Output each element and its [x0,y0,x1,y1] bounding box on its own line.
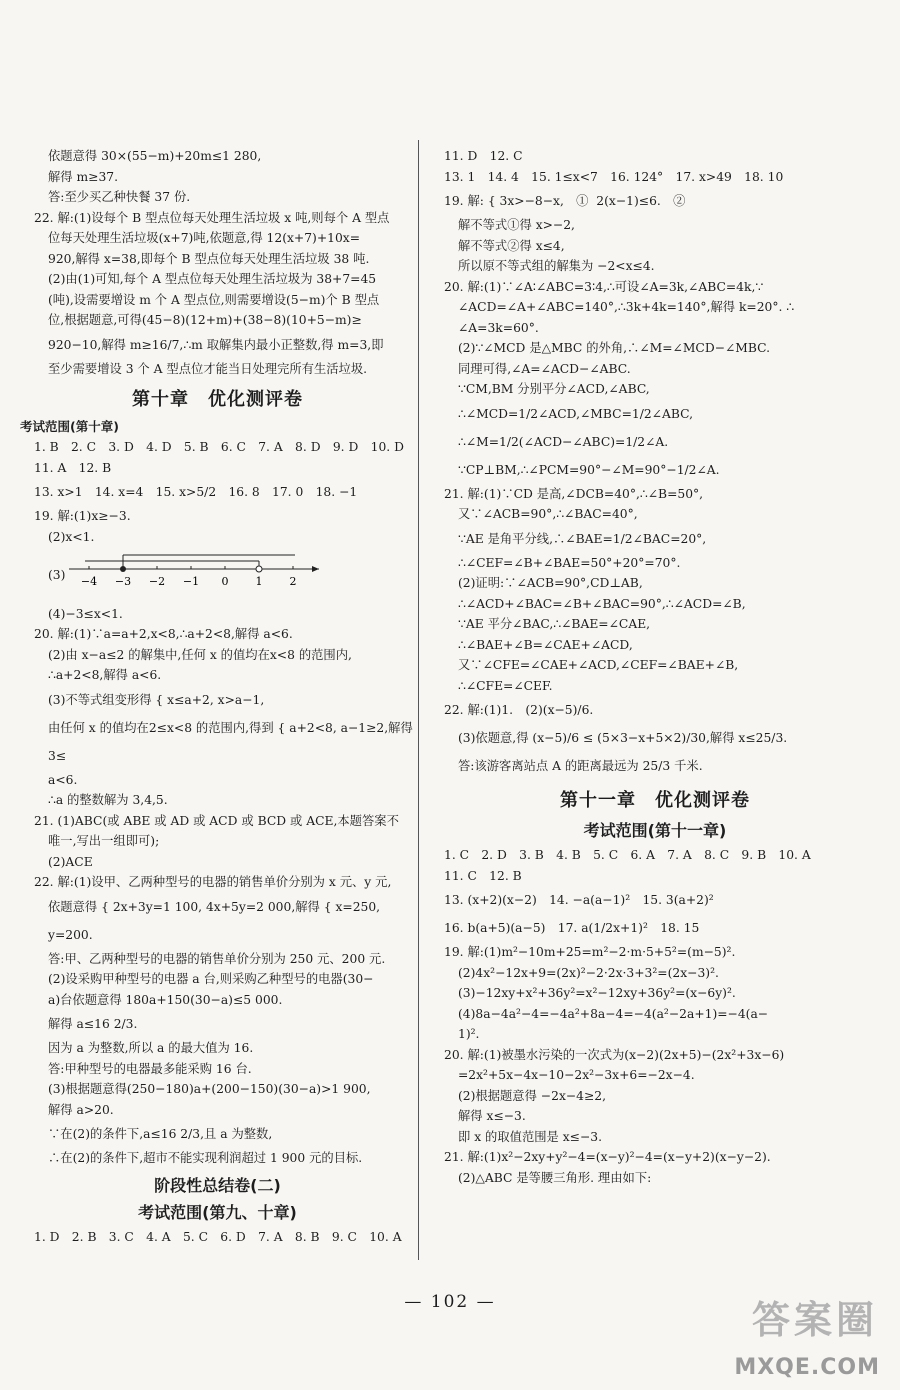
text-line: (4)−3≤x<1. [48,606,123,621]
text-line: a)台依题意得 180a+150(30−a)≤5 000. [48,992,283,1007]
text-line: ∵CP⊥BM,∴∠PCM=90°−∠M=90°−1/2∠A. [458,462,720,477]
text-line: 1. D 2. B 3. C 4. A 5. C 6. D 7. A 8. B 9. C 10. A [34,1229,402,1244]
text-line: 19. 解:(1)x≥−3. [34,509,131,523]
text-line: 920,解得 x=38,即每个 B 型点位每天处理生活垃圾 38 吨. [48,251,370,266]
column-divider [418,140,419,1260]
text-line: a<6. [48,772,78,787]
number-line-figure [65,547,325,604]
text-line: 11. A 12. B [34,460,112,475]
text-line: 1. C 2. D 3. B 4. B 5. C 6. A 7. A 8. C 9. B 10. A [444,848,811,862]
text-line: 19. 解:(1)m²−10m+25=m²−2·m·5+5²=(m−5)². [444,945,736,959]
text-line: ∴∠CFE=∠CEF. [458,678,553,693]
text-line: ∴在(2)的条件下,超市不能实现利润超过 1 900 元的目标. [48,1151,363,1165]
text-line: 21. (1)ABC(或 ABE 或 AD 或 ACD 或 BCD 或 ACE,本题答案不 [34,813,399,828]
svg-text:2: 2 [289,575,297,588]
text-line: (3) −4 −3 −2 −1 0 1 2 [20,547,415,604]
section-heading: 考试范围(第十一章) [583,821,727,840]
text-line: ∠A=3k=60°. [458,320,539,335]
svg-text:−4: −4 [81,575,98,588]
text-line: (4)8a−4a²−4=−4a²+8a−4=−4(a²−2a+1)=−4(a− [458,1006,769,1021]
text-line: 19. 解: { 3x>−8−x, ① 2(x−1)≤6. ② [444,194,686,208]
text-line: (2)根据题意得 −2x−4≥2, [458,1088,607,1103]
text-line: 即 x 的取值范围是 x≤−3. [458,1129,603,1144]
text-line: 答:该游客离站点 A 的距离最远为 25/3 千米. [458,759,703,773]
text-line: 唯一,写出一组即可); [48,834,160,848]
text-line: 22. 解:(1)设每个 B 型点位每天处理生活垃圾 x 吨,则每个 A 型点 [34,210,390,225]
text-line: 20. 解:(1)∵∠A∶∠ABC=3∶4,∴可设∠A=3k,∠ABC=4k,∵ [444,279,764,294]
text-line: ∵AE 平分∠BAC,∴∠BAE=∠CAE, [458,617,651,631]
text-line: (2)设采购甲种型号的电器 a 台,则采购乙种型号的电器(30− [48,972,374,986]
page-number: — 102 — [404,1292,496,1312]
text-line: 13. (x+2)(x−2) 14. −a(a−1)² 15. 3(a+2)² [444,893,714,907]
text-line: (3)根据题意得(250−180)a+(200−150)(30−a)>1 900, [48,1082,371,1096]
text-line: 21. 解:(1)∵CD 是高,∠DCB=40°,∴∠B=50°, [444,486,704,501]
text-line: =2x²+5x−4x−10−2x²−3x+6=−2x−4. [458,1068,695,1082]
text-line: 解不等式①得 x>−2, [458,218,575,232]
text-line: 1. B 2. C 3. D 4. D 5. B 6. C 7. A 8. D 9. D 10. D [34,440,404,454]
text-line: 解得 a>20. [48,1102,114,1117]
text-line: ∴∠BAE+∠B=∠CAE+∠ACD, [458,637,633,652]
section-heading: 考试范围(第九、十章) [138,1202,297,1222]
text-line: 解得 x≤−3. [458,1109,526,1123]
text-line: 21. 解:(1)x²−2xy+y²−4=(x−y)²−4=(x−y+2)(x−y−2). [444,1150,771,1164]
text-line: 解得 a≤16 2/3. [48,1017,138,1031]
left-column [20,146,415,1247]
text-line: 答:甲种型号的电器最多能采购 16 台. [48,1061,252,1076]
svg-text:−3: −3 [115,575,132,588]
svg-text:−1: −1 [183,575,200,588]
text-line: 20. 解:(1)∵a=a+2,x<8,∴a+2<8,解得 a<6. [34,627,293,641]
text-line: 由任何 x 的值均在2≤x<8 的范围内,得到 { a+2<8, a−1≥2,解得 3≤ [48,720,417,763]
text-line: (2)证明:∵∠ACB=90°,CD⊥AB, [458,576,643,590]
text-line: (2)4x²−12x+9=(2x)²−2·2x·3+3²=(2x−3)². [458,965,719,980]
text-line: 依题意得 30×(55−m)+20m≤1 280, [48,149,262,163]
text-line: 答:至少买乙种快餐 37 份. [48,190,191,204]
text-line: ∵AE 是角平分线,∴∠BAE=1/2∠BAC=20°, [458,531,707,546]
text-line: ∵CM,BM 分别平分∠ACD,∠ABC, [458,382,650,396]
svg-text:−2: −2 [149,575,166,588]
svg-text:1: 1 [255,575,263,588]
text-line: ∴∠ACD+∠BAC=∠B+∠BAC=90°,∴∠ACD=∠B, [458,596,746,611]
text-line: ∴∠M=1/2(∠ACD−∠ABC)=1/2∠A. [458,434,669,449]
text-line: 22. 解:(1)设甲、乙两种型号的电器的销售单价分别为 x 元、y 元, [34,875,392,889]
section-heading: 第十章 优化测评卷 [132,389,303,410]
text-line: 解得 m≥37. [48,169,119,184]
text-line: 11. D 12. C [444,149,523,163]
svg-text:0: 0 [221,575,229,588]
text-line: 20. 解:(1)被墨水污染的一次式为(x−2)(2x+5)−(2x²+3x−6) [444,1047,785,1062]
text-line: (2)由(1)可知,每个 A 型点位每天处理生活垃圾为 38+7=45 [48,272,377,286]
text-line: ∴a 的整数解为 3,4,5. [48,793,168,807]
text-line: ∴∠CEF=∠B+∠BAE=50°+20°=70°. [458,555,681,570]
text-line: 11. C 12. B [444,868,522,883]
text-line: 1)². [458,1027,480,1041]
watermark-logo: 答案圈 [751,1298,878,1342]
text-line: 解不等式②得 x≤4, [458,238,565,253]
text-line: (3)依题意,得 (x−5)/6 ≤ (5×3−x+5×2)/30,解得 x≤25/3. [458,731,788,745]
text-line: 又∵∠ACB=90°,∴∠BAC=40°, [458,507,638,521]
text-line: 考试范围(第十章) [20,419,119,434]
text-line: (3)不等式组变形得 { x≤a+2, x>a−1, [48,692,265,707]
text-line: 至少需要增设 3 个 A 型点位才能当日处理完所有生活垃圾. [48,361,368,376]
right-column [430,146,880,1188]
section-heading: 阶段性总结卷(二) [154,1175,281,1195]
text-line: 22. 解:(1)1. (2)(x−5)/6. [444,703,594,717]
text-line: 依题意得 { 2x+3y=1 100, 4x+5y=2 000,解得 { x=250, y=200. [48,899,385,942]
section-heading: 第十一章 优化测评卷 [560,790,750,811]
text-line: 因为 a 为整数,所以 a 的最大值为 16. [48,1041,254,1055]
text-line: 位每天处理生活垃圾(x+7)吨,依题意,得 12(x+7)+10x= [48,231,361,245]
text-line: (2)由 x−a≤2 的解集中,任何 x 的值均在x<8 的范围内, [48,647,352,662]
text-line: 位,根据题意,可得(45−8)(12+m)+(38−8)(10+5−m)≥ [48,313,362,327]
text-line: 又∵∠CFE=∠CAE+∠ACD,∠CEF=∠BAE+∠B, [458,658,739,672]
text-line: (2)△ABC 是等腰三角形. 理由如下: [458,1170,652,1185]
text-line: 16. b(a+5)(a−5) 17. a(1/2x+1)² 18. 15 [444,921,700,935]
text-line: ∵在(2)的条件下,a≤16 2/3,且 a 为整数, [48,1127,273,1141]
text-line: ∠ACD=∠A+∠ABC=140°,∴3k+4k=140°,解得 k=20°. ∴ [458,300,795,314]
text-line: ∴∠MCD=1/2∠ACD,∠MBC=1/2∠ABC, [458,406,693,421]
text-line: (吨),设需要增设 m 个 A 型点位,则需要增设(5−m)个 B 型点 [48,292,380,307]
text-line: (2)ACE [48,854,93,869]
text-line: 920−10,解得 m≥16/7,∴m 取解集内最小正整数,得 m=3,即 [48,337,384,352]
text-line: 13. x>1 14. x=4 15. x>5/2 16. 8 17. 0 18. −1 [34,485,358,499]
text-line: 所以原不等式组的解集为 −2<x≤4. [458,259,655,273]
text-line: (2)∵∠MCD 是△MBC 的外角,∴∠M=∠MCD−∠MBC. [458,341,771,355]
text-line: 13. 1 14. 4 15. 1≤x<7 16. 124° 17. x>49 18. 10 [444,169,784,184]
watermark-url: MXQE.COM [734,1355,880,1380]
text-line: (2)x<1. [48,529,95,544]
text-line: ∴a+2<8,解得 a<6. [48,668,162,682]
text-line: (3)−12xy+x²+36y²=x²−12xy+36y²=(x−6y)². [458,986,736,1000]
text-line: 同理可得,∠A=∠ACD−∠ABC. [458,361,631,376]
text-line: 答:甲、乙两种型号的电器的销售单价分别为 250 元、200 元. [48,951,386,966]
